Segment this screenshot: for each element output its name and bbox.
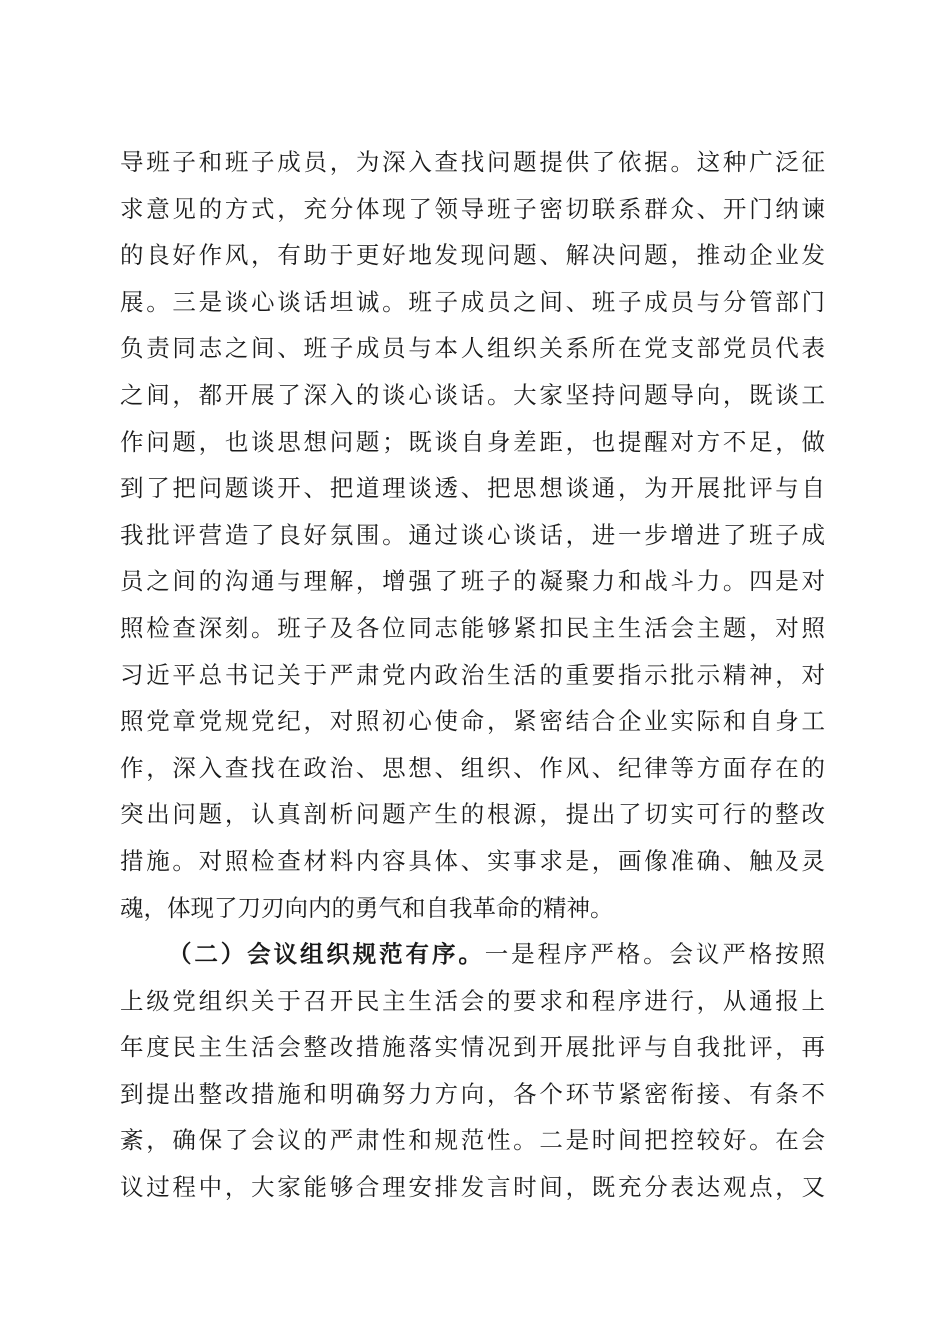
text-line: 到提出整改措施和明确努力方向，各个环节紧密衔接、有条不 [120, 1079, 825, 1108]
text-line: 紊，确保了会议的严肃性和规范性。二是时间把控较好。在会 [120, 1126, 825, 1155]
text-line: 突出问题，认真剖析问题产生的根源，提出了切实可行的整改 [120, 800, 825, 829]
text-line: 求意见的方式，充分体现了领导班子密切联系群众、开门纳谏 [120, 194, 825, 223]
text-line: 负责同志之间、班子成员与本人组织关系所在党支部党员代表 [120, 334, 825, 363]
text-line: 照党章党规党纪，对照初心使命，紧密结合企业实际和自身工 [120, 707, 825, 736]
text-line: 习近平总书记关于严肃党内政治生活的重要指示批示精神，对 [120, 660, 825, 689]
text-line: 措施。对照检查材料内容具体、实事求是，画像准确、触及灵 [120, 846, 825, 875]
text-line: 导班子和班子成员，为深入查找问题提供了依据。这种广泛征 [120, 148, 825, 176]
text-line: 魂，体现了刀刃向内的勇气和自我革命的精神。 [120, 893, 614, 922]
text-line: 到了把问题谈开、把道理谈透、把思想谈通，为开展批评与自 [120, 474, 825, 503]
text-line: 之间，都开展了深入的谈心谈话。大家坚持问题导向，既谈工 [120, 380, 825, 409]
section-heading-line [120, 931, 825, 978]
text-line: 作，深入查找在政治、思想、组织、作风、纪律等方面存在的 [120, 753, 825, 782]
text-line: 作问题，也谈思想问题；既谈自身差距，也提醒对方不足，做 [120, 427, 825, 456]
text-line: 展。三是谈心谈话坦诚。班子成员之间、班子成员与分管部门 [120, 287, 825, 316]
text-line: 照检查深刻。班子及各位同志能够紧扣民主生活会主题，对照 [120, 613, 825, 642]
text-line: 员之间的沟通与理解，增强了班子的凝聚力和战斗力。四是对 [120, 567, 825, 596]
section-heading-rest: 一是程序严格。会议严格按照 [484, 940, 825, 969]
text-line: 的良好作风，有助于更好地发现问题、解决问题，推动企业发 [120, 241, 825, 270]
text-line: 我批评营造了良好氛围。通过谈心谈话，进一步增进了班子成 [120, 520, 825, 549]
text-line: 上级党组织关于召开民主生活会的要求和程序进行，从通报上 [120, 986, 825, 1015]
body-text [120, 139, 825, 1211]
section-heading: （二）会议组织规范有序。 [168, 940, 485, 969]
text-line: 年度民主生活会整改措施落实情况到开展批评与自我批评，再 [120, 1033, 825, 1062]
text-line: 议过程中，大家能够合理安排发言时间，既充分表达观点，又 [120, 1173, 825, 1202]
